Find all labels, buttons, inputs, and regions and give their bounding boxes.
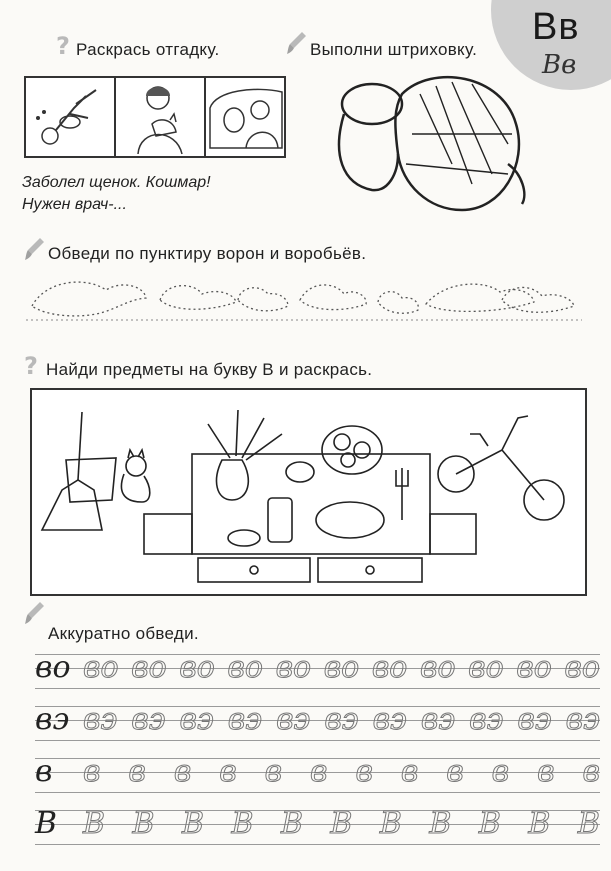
trace-letters: В (330, 806, 353, 841)
trace-letters: в (491, 754, 510, 789)
row-lead-letters: В (35, 806, 58, 841)
trace-letters: В (577, 806, 600, 841)
corner-script-letters: Вв (542, 50, 577, 80)
trace-letters: вэ (372, 702, 407, 737)
pencil-brush-icon (24, 600, 46, 626)
trace-letters: в (355, 754, 373, 789)
trace-letters: В (280, 806, 303, 841)
task-trace-letters: Аккуратно обведи. (48, 624, 199, 643)
pencil-brush-icon (24, 236, 46, 262)
riddle-line-1: Заболел щенок. Кошмар! (22, 174, 211, 191)
trace-letters: В (181, 806, 205, 841)
trace-letters: В (429, 806, 452, 841)
trace-letters: вэ (227, 702, 263, 737)
trace-letters: во (419, 650, 456, 685)
trace-letters: во (516, 650, 552, 685)
trace-letters: В (528, 806, 551, 841)
trace-letters: В (83, 806, 106, 841)
corner-print-letters: Вв (532, 6, 580, 48)
trace-letters: вэ (420, 702, 456, 737)
trace-letters: во (83, 650, 119, 685)
trace-letters: вэ (324, 702, 359, 737)
writing-row (35, 646, 600, 692)
riddle-pictures (24, 76, 286, 158)
dotted-birds (26, 270, 582, 326)
question-mark-icon: ? (56, 32, 70, 60)
trace-letters: вэ (131, 702, 166, 737)
trace-letters: во (131, 650, 167, 685)
row-lead-letters: вэ (35, 702, 70, 737)
trace-letters: вэ (179, 702, 214, 737)
task-find-objects: Найди предметы на букву В и раскрась. (46, 360, 373, 379)
writing-row (35, 698, 600, 744)
picture-woman-with-cat (116, 78, 206, 156)
trace-letters: во (275, 650, 312, 685)
picture-driver (206, 78, 288, 156)
trace-letters: в (537, 754, 555, 789)
riddle-line-2: Нужен врач-... (22, 196, 127, 213)
trace-letters: во (323, 650, 360, 685)
task-color-answer: Раскрась отгадку. (76, 40, 220, 59)
trace-letters: вэ (276, 702, 311, 737)
trace-letters: во (179, 650, 215, 685)
trace-letters: В (379, 806, 402, 841)
trace-letters: в (582, 754, 600, 789)
writing-row (35, 802, 600, 848)
trace-letters: во (371, 650, 408, 685)
trace-letters: В (478, 806, 501, 841)
trace-letters: в (128, 754, 146, 789)
trace-letters: В (132, 806, 155, 841)
trace-letters: вэ (469, 702, 504, 737)
trace-letters: во (468, 650, 504, 685)
trace-letters: вэ (517, 702, 552, 737)
trace-letters: во (564, 650, 600, 685)
trace-letters: в (264, 754, 283, 789)
trace-letters: в (446, 754, 464, 789)
picture-vase-hatching (332, 64, 532, 220)
trace-letters: в (173, 754, 192, 789)
trace-letters: В (231, 806, 254, 841)
pencil-brush-icon (286, 30, 308, 56)
trace-letters: в (310, 754, 328, 789)
trace-letters: в (83, 754, 101, 789)
row-lead-letters: в (35, 754, 53, 789)
trace-letters: в (400, 754, 419, 789)
trace-letters: во (227, 650, 263, 685)
row-lead-letters: вo (35, 650, 71, 685)
picture-diver (26, 78, 116, 156)
writing-row (35, 750, 600, 796)
question-mark-icon: ? (24, 352, 38, 380)
picture-room-scene (30, 388, 587, 596)
trace-letters: вэ (565, 702, 600, 737)
trace-letters: вэ (83, 702, 118, 737)
task-trace-birds: Обведи по пунктиру ворон и воробьёв. (48, 244, 367, 263)
task-hatching: Выполни штриховку. (310, 40, 478, 59)
trace-letters: в (219, 754, 237, 789)
